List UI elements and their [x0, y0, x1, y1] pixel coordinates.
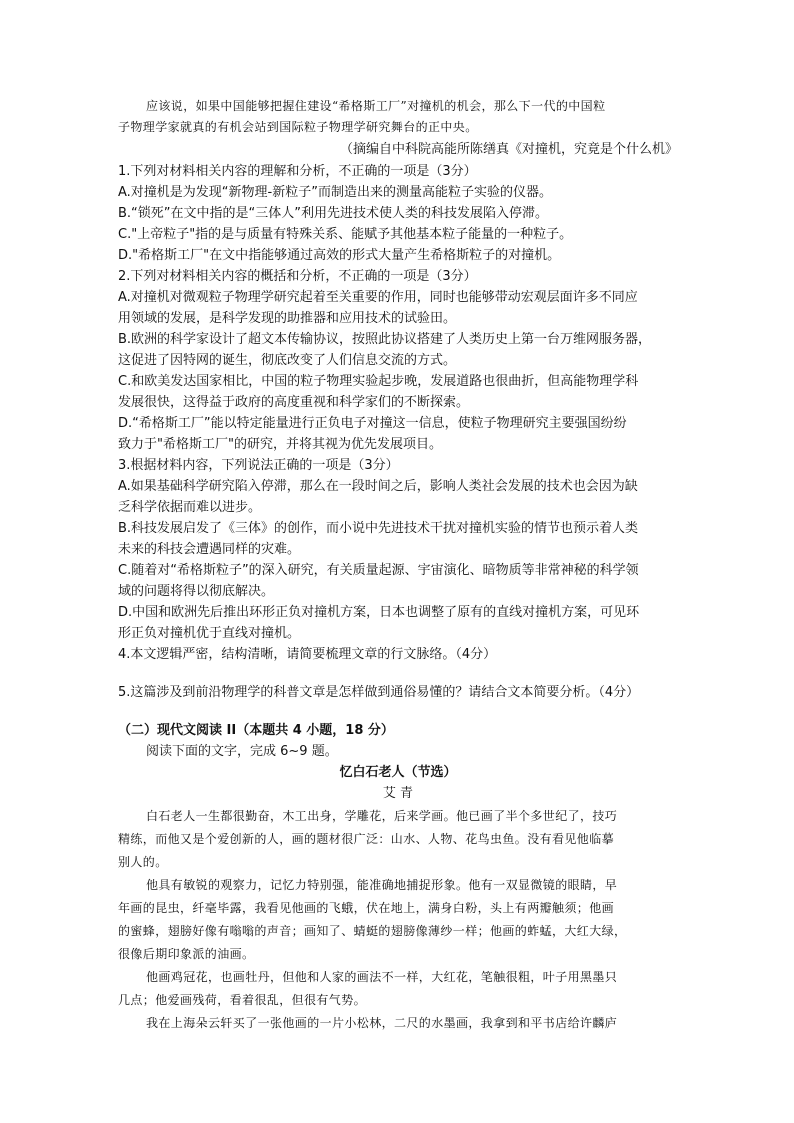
paragraph-line: 精练，而他又是个爱创新的人，画的题材很广泛：山水、人物、花鸟虫鱼。没有看见他临摹 [118, 832, 615, 846]
question-3-line: 未来的科技会遭遇同样的灾难。 [118, 542, 301, 557]
closing-paragraph-line-1: 应该说，如果中国能够把握住建设“希格斯工厂”对撞机的机会，那么下一代的中国粒 [146, 99, 606, 113]
article-title: 忆白石老人（节选） [339, 765, 457, 780]
paragraph-line: 年画的昆虫，纤毫毕露，我看见他画的飞蛾，伏在地上，满身白粉，头上有两瓣触须；他画 [118, 901, 615, 915]
paragraph-line: 几点；他爱画残荷，看着很乱，但很有气势。 [118, 993, 367, 1007]
question-3-line: D.中国和欧洲先后推出环形正负对撞机方案，日本也调整了原有的直线对撞机方案，可见环 [118, 605, 640, 620]
paragraph-line: 白石老人一生都很勤奋，木工出身，学雕花，后来学画。他已画了半个多世纪了，技巧 [146, 809, 618, 823]
section-heading: （二）现代文阅读 II（本题共 4 小题，18 分） [118, 723, 394, 738]
question-3-line: 乏科学依据而难以进步。 [118, 500, 262, 515]
question-2-line: D.“希格斯工厂”能以特定能量进行正负电子对撞这一信息，使粒子物理研究主要强国纷纷 [118, 416, 627, 431]
question-1-stem: 1.下列对材料相关内容的理解和分析，不正确的一项是（3分） [118, 164, 477, 179]
question-1-option-b: B.“锁死”在文中指的是“三体人”利用先进技术使人类的科技发展陷入停滞。 [118, 206, 548, 221]
source-citation: （摘编自中科院高能所陈缮真《对撞机，究竟是个什么机》 [339, 142, 678, 157]
question-5: 5.这篇涉及到前沿物理学的科普文章是怎样做到通俗易懂的？请结合文本简要分析。（4分） [118, 685, 640, 700]
question-3-line: 形正负对撞机优于直线对撞机。 [118, 626, 301, 641]
question-4: 4.本文逻辑严密，结构清晰，请简要梳理文章的行文脉络。（4分） [118, 647, 497, 662]
question-2-line: 用领域的发展，是科学发现的助推器和应用技术的试验田。 [118, 311, 457, 326]
paragraph-line: 很像后期印象派的油画。 [118, 947, 255, 961]
paragraph-line: 他具有敏锐的观察力，记忆力特别强，能准确地捕捉形象。他有一双显微镜的眼睛，早 [146, 878, 618, 892]
question-2-line: B.欧洲的科学家设计了超文本传输协议，按照此协议搭建了人类历史上第一台万维网服务器， [118, 332, 652, 347]
paragraph-line: 别人的。 [118, 855, 168, 869]
article-author: 艾 青 [382, 786, 414, 801]
question-3-line: 域的问题将得以彻底解决。 [118, 584, 275, 599]
question-2-line: C.和欧美发达国家相比，中国的粒子物理实验起步晚，发展道路也很曲折，但高能物理学科 [118, 374, 639, 389]
question-2-line: 这促进了因特网的诞生，彻底改变了人们信息交流的方式。 [118, 353, 457, 368]
question-3-line: C.随着对“希格斯粒子”的深入研究，有关质量起源、宇宙演化、暗物质等非常神秘的科学领 [118, 563, 639, 578]
question-1-option-a: A.对撞机是为发现“新物理-新粒子”而制造出来的测量高能粒子实验的仪器。 [118, 185, 552, 200]
paragraph-line: 他画鸡冠花，也画牡丹，但他和人家的画法不一样，大红花，笔触很粗，叶子用黑墨只 [146, 970, 618, 984]
question-2-stem: 2.下列对材料相关内容的概括和分析，不正确的一项是（3分） [118, 269, 477, 284]
paragraph-line: 我在上海朵云轩买了一张他画的一片小松林，二尺的水墨画，我拿到和平书店给许麟庐 [146, 1016, 618, 1030]
question-3-stem: 3.根据材料内容，下列说法正确的一项是（3分） [118, 458, 399, 473]
question-2-line: A.对撞机对微观粒子物理学研究起着至关重要的作用，同时也能够带动宏观层面许多不同应 [118, 290, 638, 305]
question-1-option-c: C."上帝粒子"指的是与质量有特殊关系、能赋予其他基本粒子能量的一种粒子。 [118, 227, 573, 242]
question-3-line: B.科技发展启发了《三体》的创作，而小说中先进技术干扰对撞机实验的情节也预示着人类 [118, 521, 639, 536]
question-2-line: 发展很快，这得益于政府的高度重视和科学家们的不断探索。 [118, 395, 470, 410]
question-2-line: 致力于"希格斯工厂"的研究，并将其视为优先发展项目。 [118, 437, 442, 452]
question-1-option-d: D."希格斯工厂"在文中指能够通过高效的形式大量产生希格斯粒子的对撞机。 [118, 248, 561, 263]
section-instruction: 阅读下面的文字，完成 6~9 题。 [146, 744, 338, 759]
closing-paragraph-line-2: 子物理学家就真的有机会站到国际粒子物理学研究舞台的正中央。 [118, 120, 478, 134]
paragraph-line: 的蜜蜂，翅膀好像有嗡嗡的声音；画知了、蜻蜓的翅膀像薄纱一样；他画的蚱蜢，大红大绿， [118, 924, 627, 938]
question-3-line: A.如果基础科学研究陷入停滞，那么在一段时间之后，影响人类社会发展的技术也会因为缺 [118, 479, 638, 494]
